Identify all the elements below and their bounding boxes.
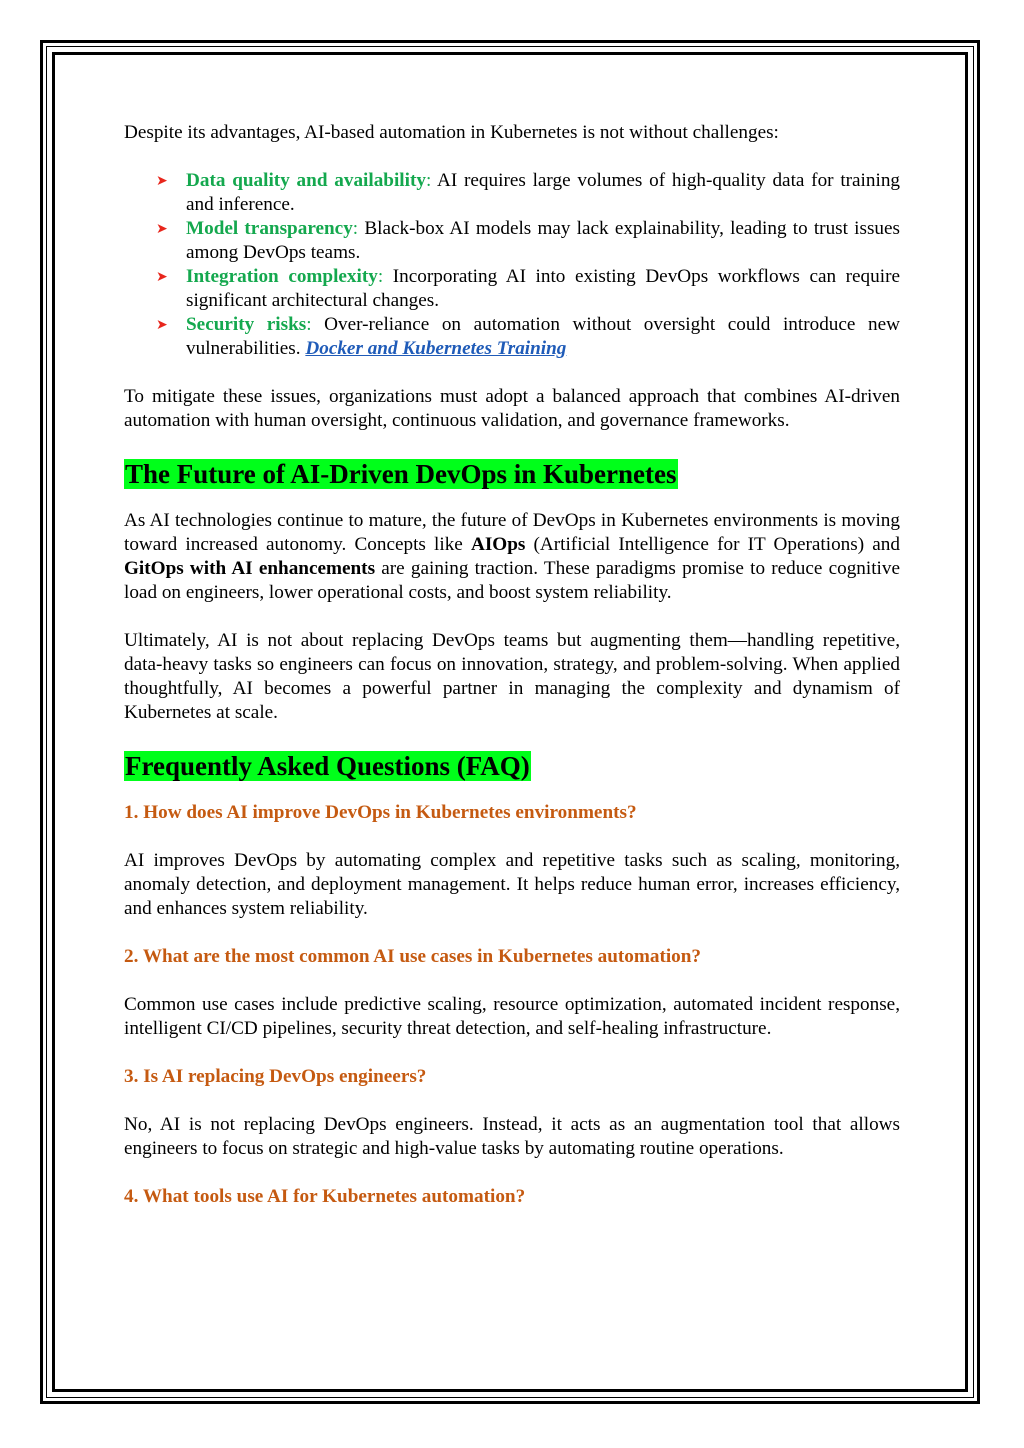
future-paragraph-1: As AI technologies continue to mature, the future of DevOps in Kubernetes environments is moving toward increased autonomy. Concepts like AIOps (Artificial Intelligence for IT Operations) and GitOps with AI enhancements are gaining traction. These paradigms promise to reduce cognitive load on engineers, lower operational costs, and boost system reliability. bbox=[124, 510, 900, 603]
training-link[interactable]: Docker and Kubernetes Training bbox=[305, 338, 567, 359]
faq-question: 1. How does AI improve DevOps in Kubernetes environments? bbox=[124, 802, 637, 823]
section-heading-future: The Future of AI-Driven DevOps in Kubernetes bbox=[125, 459, 677, 489]
list-item: ➤ Data quality and availability: AI requires large volumes of high-quality data for training and inference. bbox=[156, 170, 901, 215]
intro-paragraph: Despite its advantages, AI-based automation in Kubernetes is not without challenges: bbox=[124, 122, 779, 143]
arrow-bullet-icon: ➤ bbox=[156, 221, 168, 237]
list-item: ➤ Model transparency: Black-box AI models may lack explainability, leading to trust issues among DevOps teams. bbox=[156, 218, 900, 263]
faq-answer: No, AI is not replacing DevOps engineers. Instead, it acts as an augmentation tool that allows engineers to focus on strategic and high-value tasks by automating routine operations. bbox=[124, 1114, 900, 1159]
arrow-bullet-icon: ➤ bbox=[156, 317, 168, 333]
challenge-text: AI requires large volumes of high-quality data for training and inference. bbox=[186, 170, 901, 215]
arrow-bullet-icon: ➤ bbox=[156, 173, 168, 189]
mitigate-paragraph: To mitigate these issues, organizations must adopt a balanced approach that combines AI-driven automation with human oversight, continuous validation, and governance frameworks. bbox=[124, 386, 900, 431]
challenge-term: Security risks bbox=[186, 314, 307, 335]
document-body bbox=[124, 121, 900, 1233]
faq-question: 4. What tools use AI for Kubernetes automation? bbox=[124, 1186, 526, 1207]
arrow-bullet-icon: ➤ bbox=[156, 269, 168, 285]
list-item: ➤ Integration complexity: Incorporating AI into existing DevOps workflows can require significant architectural changes. bbox=[156, 266, 900, 311]
section-heading-faq: Frequently Asked Questions (FAQ) bbox=[125, 751, 530, 781]
challenge-term: Integration complexity bbox=[186, 266, 378, 287]
faq-question: 2. What are the most common AI use cases in Kubernetes automation? bbox=[124, 946, 702, 967]
challenge-text: Incorporating AI into existing DevOps workflows can require significant architectural changes. bbox=[186, 266, 900, 311]
future-paragraph-2: Ultimately, AI is not about replacing DevOps teams but augmenting them—handling repetitive, data-heavy tasks so engineers can focus on innovation, strategy, and problem-solving. When applied thoughtfully, AI becomes a powerful partner in managing the complexity and dynamism of Kubernetes at scale. bbox=[124, 630, 900, 723]
challenges-list bbox=[124, 169, 900, 361]
challenge-text: Black-box AI models may lack explainability, leading to trust issues among DevOps teams. bbox=[186, 218, 900, 263]
challenge-text: Over-reliance on automation without oversight could introduce new vulnerabilities. bbox=[186, 314, 900, 359]
challenge-term: Model transparency bbox=[186, 218, 353, 239]
faq-answer: Common use cases include predictive scaling, resource optimization, automated incident response, intelligent CI/CD pipelines, security threat detection, and self-healing infrastructure. bbox=[124, 994, 900, 1039]
faq-question: 3. Is AI replacing DevOps engineers? bbox=[124, 1066, 427, 1087]
challenge-term: Data quality and availability bbox=[186, 170, 426, 191]
list-item: ➤ Security risks: Over-reliance on automation without oversight could introduce new vulnerabilities. Docker and Kubernetes Training bbox=[156, 314, 900, 359]
faq-answer: AI improves DevOps by automating complex and repetitive tasks such as scaling, monitoring, anomaly detection, and deployment management. It helps reduce human error, increases efficiency, and enhances system reliability. bbox=[124, 850, 900, 919]
